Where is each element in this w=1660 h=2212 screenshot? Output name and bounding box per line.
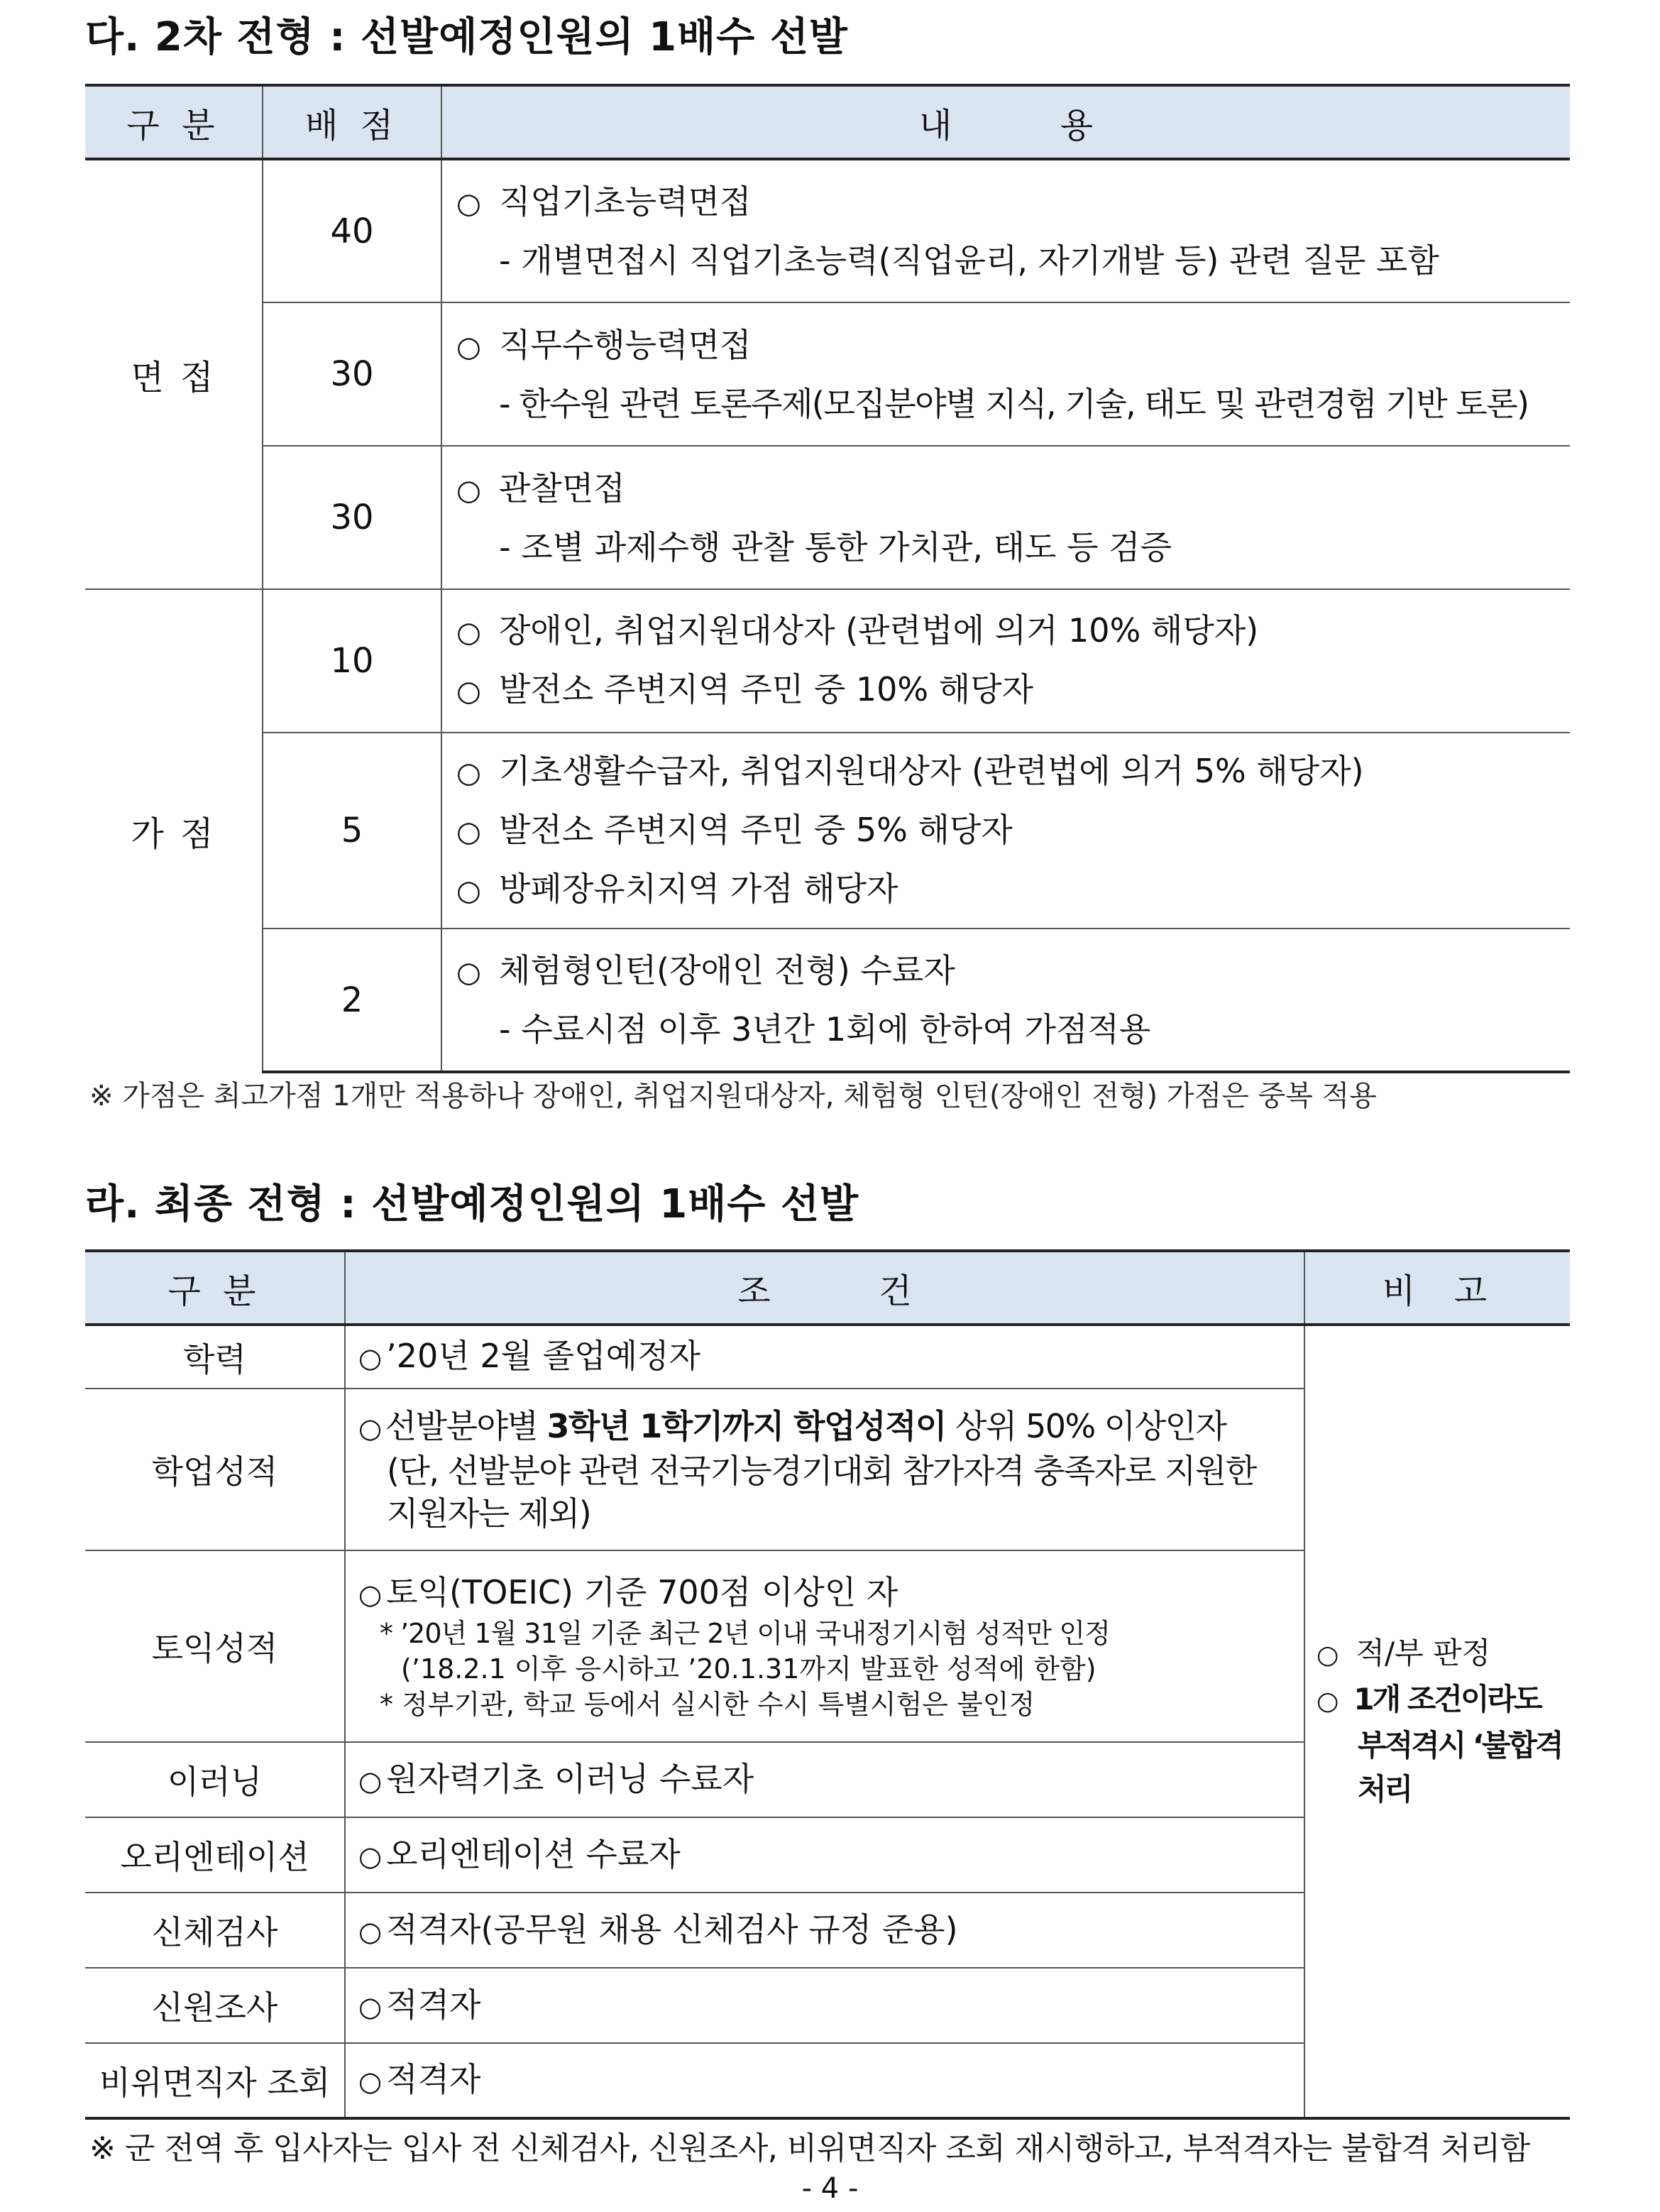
sub-line: - 수료시점 이후 3년간 1회에 한하여 가점적용 [499,1010,1151,1048]
row-grades-label: 학업성적 [85,1389,345,1550]
bullet-line: ○ 장애인, 취업지원대상자 (관련법에 의거 10% 해당자) [456,602,1569,661]
category-interview: 면 접 [85,159,263,589]
content-cell [441,929,1570,1072]
row-orientation-label: 오리엔테이션 [85,1817,345,1893]
header-category: 구 분 [85,1251,345,1325]
points-cell: 40 [263,159,441,302]
row-physical-label: 신체검사 [85,1893,345,1968]
sub-line: - 한수원 관련 토론주제(모집분야별 지식, 기술, 태도 및 관련경험 기반 토론) [499,384,1529,423]
content-cell [441,733,1570,929]
content-cell [441,159,1570,302]
points-cell: 30 [263,446,441,589]
sub-line: - 조별 과제수행 관찰 통한 가치관, 태도 등 검증 [499,527,1172,566]
header-content: 내 용 [441,85,1570,159]
bullet-line: ○ 기초생활수급자, 취업지원대상자 (관련법에 의거 5% 해당자) [456,743,1569,801]
bullet-line: ○ 방폐장유치지역 가점 해당자 [456,860,1569,919]
condition-text: ’20년 2월 졸업예정자 [386,1337,700,1375]
row-grades-condition: ○ 선발분야별 3학년 1학기까지 학업성적이 상위 50% 이상인자 (단, 선발분야 관련 전국기능경기대회 참가자격 충족자로 지원한 지원자는 제외) [345,1389,1304,1550]
content-cell [441,446,1570,589]
section-title-final-round: 라. 최종 전형 : 선발예정인원의 1배수 선발 [85,1181,859,1227]
remark-line: ○ 적/부 판정 [1317,1631,1569,1677]
row-physical-condition: ○ 적격자(공무원 채용 신체검사 규정 준용) [345,1893,1304,1968]
points-cell: 30 [263,302,441,446]
remark-cell [1304,1325,1570,2118]
category-bonus: 가 점 [85,589,263,1072]
row-toeic-condition: ○ 토익(TOEIC) 기준 700점 이상인 자 * ’20년 1월 31일 기준 최근 2년 이내 국내정기시험 성적만 인정 (’18.2.1 이후 응시하고 ’20.1.31까지 발표한 성적에 한함) * 정부기관, 학교 등에서 실시한 수시 특별시험은 불인정 [345,1550,1304,1742]
bullet-line: ○ 직업기초능력면접 [456,173,1569,232]
row-education-label: 학력 [85,1325,345,1389]
row-misconduct-condition: ○ 적격자 [345,2043,1304,2118]
military-note: ※ 군 전역 후 입사자는 입사 전 신체검사, 신원조사, 비위면직자 조회 재시행하고, 부적격자는 불합격 처리함 [89,2130,1530,2167]
grades-emphasis: 3학년 1학기까지 학업성적이 [546,1406,946,1445]
interview-score-table [85,84,1570,1073]
bonus-note: ※ 가점은 최고가점 1개만 적용하나 장애인, 취업지원대상자, 체험형 인턴(장애인 전형) 가점은 중복 적용 [89,1080,1377,1112]
sub-line: - 개별면접시 직업기초능력(직업윤리, 자기개발 등) 관련 질문 포함 [499,241,1439,280]
header-remark: 비 고 [1304,1251,1570,1325]
bullet-line: ○ 관찰면접 [456,460,1569,519]
row-toeic-label: 토익성적 [85,1550,345,1742]
bullet-line: ○ 발전소 주변지역 주민 중 10% 해당자 [456,661,1569,720]
remark-line: 부적격시 ‘불합격 [1358,1728,1562,1763]
remark-line: ○ 1개 조건이라도 [1317,1677,1569,1724]
bullet-line: ○ 발전소 주변지역 주민 중 5% 해당자 [456,801,1569,860]
content-cell [441,302,1570,446]
final-condition-table [85,1249,1570,2120]
row-education-condition [345,1325,1304,1389]
page-number: - 4 - [801,2172,859,2205]
bullet-line: ○ 체험형인턴(장애인 전형) 수료자 [456,942,1569,1001]
row-orientation-condition: ○ 오리엔테이션 수료자 [345,1817,1304,1893]
header-category: 구 분 [85,85,263,159]
points-cell: 5 [263,733,441,929]
row-elearning-condition: ○ 원자력기초 이러닝 수료자 [345,1742,1304,1817]
content-cell [441,589,1570,733]
row-background-label: 신원조사 [85,1968,345,2043]
bullet-line: ○ 직무수행능력면접 [456,317,1569,376]
header-condition: 조 건 [345,1251,1304,1325]
points-cell: 2 [263,929,441,1072]
section-title-2nd-round: 다. 2차 전형 : 선발예정인원의 1배수 선발 [85,14,849,60]
row-elearning-label: 이러닝 [85,1742,345,1817]
remark-line: 처리 [1358,1772,1412,1807]
points-cell: 10 [263,589,441,733]
row-background-condition: ○ 적격자 [345,1968,1304,2043]
row-misconduct-label: 비위면직자 조회 [85,2043,345,2118]
header-points: 배 점 [263,85,441,159]
